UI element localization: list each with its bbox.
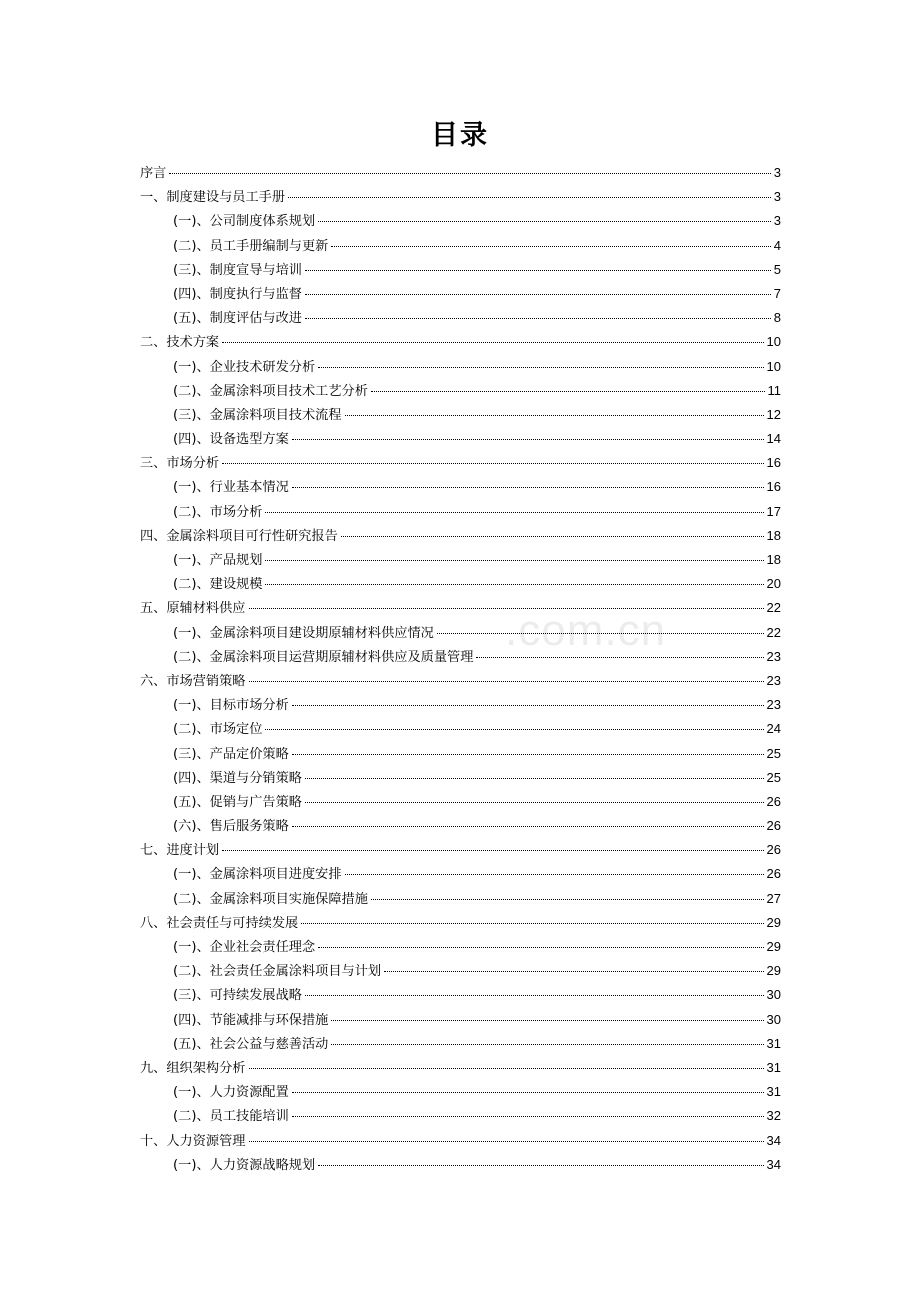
toc-entry-text: (一)、企业社会责任理念: [173, 940, 316, 955]
toc-entry-text: 一、制度建设与员工手册: [140, 190, 286, 206]
toc-entry-text: 十、人力资源管理: [140, 1133, 246, 1149]
toc-page-number: 29: [766, 914, 781, 930]
toc-page-number: 27: [766, 890, 781, 906]
watermark: .com.cn: [505, 606, 667, 655]
toc-page-number: 30: [766, 1011, 781, 1027]
toc-page-number: 25: [766, 745, 781, 761]
toc-entry-text: (一)、公司制度体系规划: [173, 214, 316, 230]
toc-dot-leader: [437, 633, 764, 634]
toc-entry-text: (二)、员工技能培训: [173, 1109, 289, 1125]
toc-entry-text: (一)、人力资源战略规划: [173, 1157, 316, 1173]
toc-dot-leader: [169, 173, 770, 174]
toc-entry-text: (二)、建设规模: [173, 577, 263, 593]
toc-section-entry[interactable]: [140, 983, 781, 1007]
toc-page-number: 24: [766, 721, 781, 737]
toc-chapter-entry[interactable]: [140, 838, 781, 862]
toc-page-number: 32: [766, 1108, 781, 1124]
toc-chapter-entry[interactable]: [140, 330, 781, 354]
toc-entry-text: (四)、设备选型方案: [173, 432, 289, 448]
toc-entry-text: (四)、制度执行与监督: [173, 286, 302, 302]
toc-section-entry[interactable]: [140, 403, 781, 427]
toc-section-entry[interactable]: [140, 887, 781, 911]
toc-section-entry[interactable]: [140, 500, 781, 524]
toc-dot-leader: [292, 754, 764, 755]
toc-section-entry[interactable]: [140, 1104, 781, 1128]
toc-section-entry[interactable]: [140, 306, 781, 330]
toc-page-number: 18: [766, 552, 781, 567]
toc-dot-leader: [265, 729, 763, 730]
toc-section-entry[interactable]: [140, 1032, 781, 1056]
toc-entry-text: 三、市场分析: [140, 456, 220, 472]
toc-chapter-entry[interactable]: [140, 1056, 781, 1080]
toc-chapter-entry[interactable]: [140, 451, 781, 475]
toc-entry-text: (三)、可持续发展战略: [173, 988, 302, 1004]
toc-entry-text: (一)、产品规划: [173, 553, 263, 568]
toc-entry-text: (一)、目标市场分析: [173, 698, 289, 714]
toc-page-number: 11: [767, 382, 781, 398]
toc-section-entry[interactable]: [140, 742, 781, 766]
toc-entry-text: (一)、金属涂料项目建设期原辅材料供应情况: [173, 625, 434, 641]
toc-section-entry[interactable]: [140, 475, 781, 499]
toc-chapter-entry[interactable]: [140, 524, 781, 548]
toc-dot-leader: [292, 1092, 764, 1093]
toc-dot-leader: [292, 705, 764, 706]
toc-dot-leader: [265, 560, 763, 561]
toc-entry-text: (二)、金属涂料项目技术工艺分析: [173, 383, 368, 399]
toc-dot-leader: [331, 246, 770, 247]
toc-entry-text: (一)、金属涂料项目进度安排: [173, 867, 342, 883]
toc-page-number: 34: [766, 1132, 781, 1148]
toc-page-number: 34: [766, 1156, 781, 1172]
toc-section-entry[interactable]: [140, 1153, 781, 1177]
toc-dot-leader: [318, 221, 771, 222]
toc-page-number: 14: [766, 431, 781, 447]
toc-dot-leader: [292, 826, 764, 827]
toc-page-number: 23: [766, 697, 781, 713]
toc-section-entry[interactable]: [140, 1008, 781, 1032]
toc-section-entry[interactable]: [140, 621, 781, 645]
toc-page-number: 20: [766, 576, 781, 592]
toc-entry-text: (五)、促销与广告策略: [173, 794, 302, 810]
toc-entry-text: (一)、人力资源配置: [173, 1085, 289, 1101]
toc-dot-leader: [305, 995, 764, 996]
toc-chapter-entry[interactable]: [140, 185, 781, 209]
toc-dot-leader: [305, 778, 764, 779]
toc-section-entry[interactable]: [140, 427, 781, 451]
toc-page-number: 10: [766, 334, 781, 350]
toc-entry-text: (二)、市场分析: [173, 504, 263, 520]
table-of-contents: [140, 161, 781, 1177]
toc-page-number: 16: [766, 479, 781, 495]
toc-entry-text: (一)、企业技术研发分析: [173, 359, 316, 375]
toc-entry-text: (一)、行业基本情况: [173, 480, 289, 496]
toc-dot-leader: [371, 899, 764, 900]
toc-dot-leader: [249, 608, 764, 609]
toc-entry-text: 四、金属涂料项目可行性研究报告: [140, 528, 338, 544]
toc-dot-leader: [249, 681, 764, 682]
toc-entry-text: (六)、售后服务策略: [173, 819, 289, 835]
toc-section-entry[interactable]: [140, 935, 781, 959]
toc-section-entry[interactable]: [140, 209, 781, 233]
toc-entry-text: 九、组织架构分析: [140, 1060, 246, 1076]
toc-dot-leader: [318, 367, 763, 368]
toc-page-number: 10: [766, 358, 781, 374]
toc-page-number: 26: [766, 866, 781, 882]
toc-dot-leader: [292, 1116, 764, 1117]
toc-entry-text: 二、技术方案: [140, 335, 220, 351]
toc-section-entry[interactable]: [140, 766, 781, 790]
toc-dot-leader: [305, 318, 771, 319]
toc-section-entry[interactable]: [140, 282, 781, 306]
toc-entry-text: 七、进度计划: [140, 843, 220, 859]
toc-entry-text: 八、社会责任与可持续发展: [140, 915, 299, 931]
toc-page-number: 8: [773, 310, 781, 326]
toc-entry-text: (五)、制度评估与改进: [173, 311, 302, 327]
toc-page-number: 29: [766, 939, 781, 954]
toc-dot-leader: [222, 850, 763, 851]
toc-entry-text: (二)、市场定位: [173, 722, 263, 738]
toc-page-number: 18: [766, 527, 781, 543]
toc-section-entry[interactable]: [140, 572, 781, 596]
toc-section-entry[interactable]: [140, 355, 781, 379]
toc-page-number: 26: [766, 793, 781, 809]
toc-dot-leader: [305, 802, 764, 803]
toc-chapter-entry[interactable]: [140, 161, 781, 185]
toc-page-number: 31: [766, 1059, 781, 1075]
toc-section-entry[interactable]: [140, 717, 781, 741]
toc-dot-leader: [318, 947, 763, 948]
toc-dot-leader: [345, 874, 764, 875]
toc-section-entry[interactable]: [140, 379, 781, 403]
toc-page-number: 7: [773, 285, 781, 301]
toc-dot-leader: [249, 1068, 764, 1069]
toc-dot-leader: [476, 657, 763, 658]
toc-entry-text: (二)、员工手册编制与更新: [173, 238, 329, 254]
toc-dot-leader: [331, 1044, 763, 1045]
toc-entry-text: 序言: [140, 166, 167, 181]
toc-entry-text: (三)、制度宣导与培训: [173, 262, 302, 278]
toc-entry-text: (二)、金属涂料项目运营期原辅材料供应及质量管理: [173, 649, 474, 665]
toc-page-number: 12: [766, 406, 781, 422]
toc-page-number: 3: [773, 189, 781, 205]
toc-dot-leader: [345, 415, 764, 416]
toc-page-number: 31: [766, 1035, 781, 1051]
toc-chapter-entry[interactable]: [140, 596, 781, 620]
toc-page-number: 17: [766, 503, 781, 519]
toc-chapter-entry[interactable]: [140, 1129, 781, 1153]
toc-section-entry[interactable]: [140, 645, 781, 669]
toc-dot-leader: [318, 1165, 763, 1166]
toc-page-number: 23: [766, 648, 781, 664]
toc-section-entry[interactable]: [140, 258, 781, 282]
toc-page-number: 4: [773, 237, 781, 253]
toc-page-number: 26: [766, 818, 781, 834]
toc-page-number: 22: [766, 624, 781, 640]
toc-entry-text: (二)、社会责任金属涂料项目与计划: [173, 964, 382, 980]
toc-page-number: 30: [766, 987, 781, 1003]
toc-dot-leader: [371, 391, 765, 392]
toc-entry-text: (二)、金属涂料项目实施保障措施: [173, 891, 368, 907]
toc-section-entry[interactable]: [140, 693, 781, 717]
toc-dot-leader: [292, 439, 764, 440]
toc-dot-leader: [384, 971, 763, 972]
toc-dot-leader: [301, 923, 763, 924]
toc-entry-text: (五)、社会公益与慈善活动: [173, 1036, 329, 1052]
toc-dot-leader: [249, 1141, 764, 1142]
toc-page-number: 22: [766, 600, 781, 616]
toc-page-number: 26: [766, 842, 781, 858]
toc-page-number: 5: [773, 261, 781, 277]
toc-dot-leader: [222, 463, 763, 464]
toc-entry-text: (四)、节能减排与环保措施: [173, 1012, 329, 1028]
toc-entry-text: (三)、产品定价策略: [173, 746, 289, 762]
toc-dot-leader: [288, 197, 771, 198]
toc-title: 目录: [431, 120, 489, 151]
toc-section-entry[interactable]: [140, 814, 781, 838]
toc-page-number: 3: [773, 213, 781, 229]
toc-chapter-entry[interactable]: [140, 911, 781, 935]
toc-dot-leader: [305, 270, 771, 271]
toc-dot-leader: [222, 342, 763, 343]
toc-entry-text: 五、原辅材料供应: [140, 601, 246, 617]
toc-entry-text: (三)、金属涂料项目技术流程: [173, 407, 342, 423]
toc-entry-text: 六、市场营销策略: [140, 673, 246, 689]
toc-dot-leader: [341, 536, 764, 537]
toc-section-entry[interactable]: [140, 234, 781, 258]
toc-dot-leader: [292, 487, 764, 488]
toc-page-number: 29: [766, 963, 781, 979]
toc-dot-leader: [331, 1020, 763, 1021]
toc-page-number: 16: [766, 455, 781, 471]
toc-page-number: 25: [766, 769, 781, 785]
toc-dot-leader: [265, 584, 763, 585]
toc-section-entry[interactable]: [140, 959, 781, 983]
toc-section-entry[interactable]: [140, 548, 781, 572]
toc-entry-text: (四)、渠道与分销策略: [173, 770, 302, 786]
toc-page-number: 3: [773, 165, 781, 180]
toc-section-entry[interactable]: [140, 790, 781, 814]
toc-dot-leader: [305, 294, 771, 295]
toc-chapter-entry[interactable]: [140, 669, 781, 693]
toc-page-number: 23: [766, 672, 781, 688]
toc-page-number: 31: [766, 1084, 781, 1100]
toc-section-entry[interactable]: [140, 862, 781, 886]
toc-dot-leader: [265, 512, 763, 513]
toc-section-entry[interactable]: [140, 1080, 781, 1104]
